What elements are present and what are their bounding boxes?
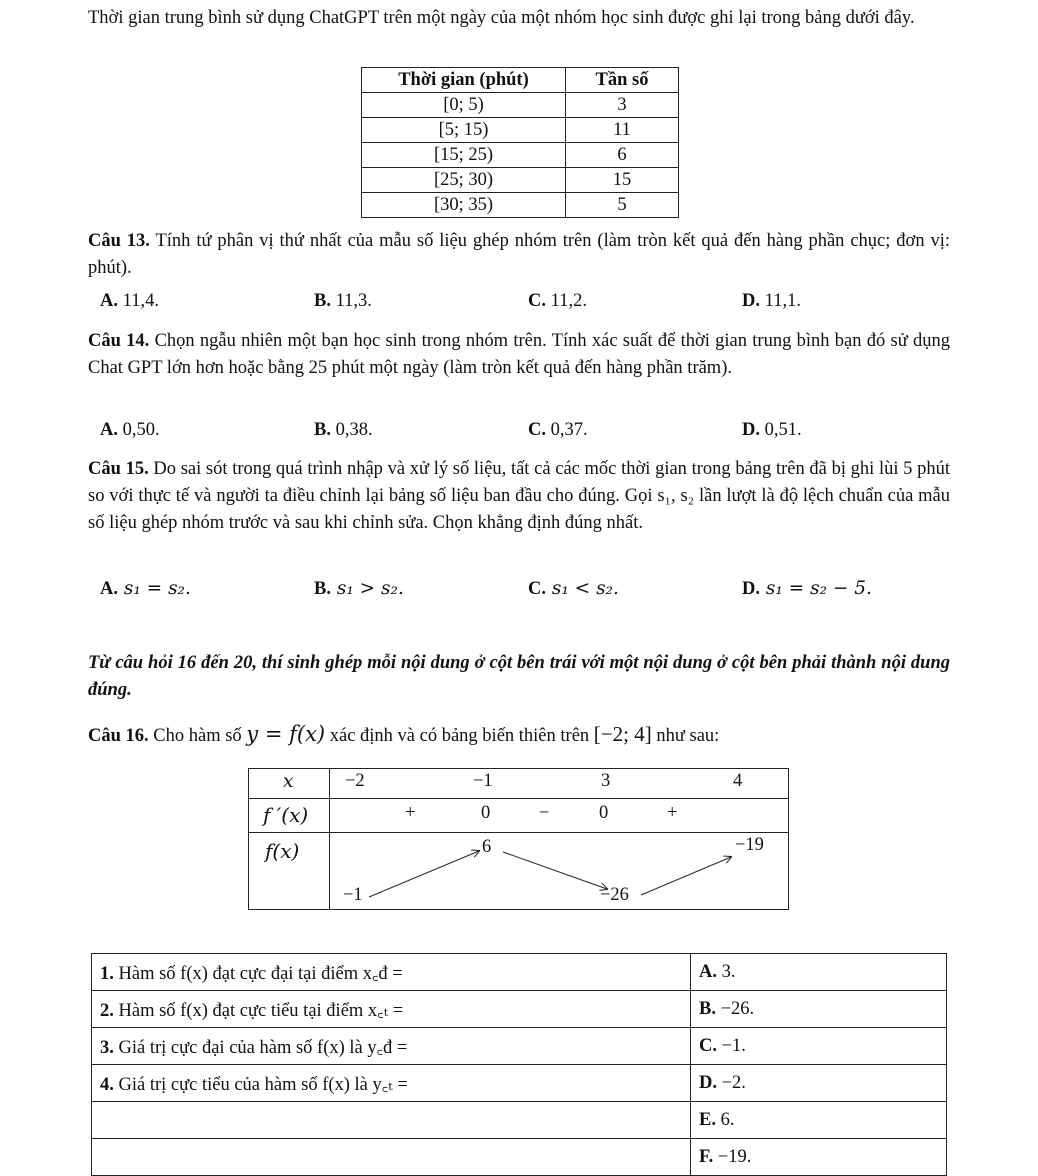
- option-key: B.: [314, 579, 331, 599]
- f-value-end: −19: [735, 835, 764, 855]
- freq-header-time: Thời gian (phút): [362, 68, 566, 93]
- option-key: C.: [528, 291, 546, 311]
- q14-option-d[interactable]: [742, 420, 802, 441]
- match-left-cell: [92, 1065, 691, 1102]
- option-key: B.: [314, 291, 331, 311]
- q14-option-a[interactable]: [100, 420, 160, 441]
- frequency-table: [361, 67, 679, 218]
- option-key: A.: [100, 420, 118, 440]
- match-left-cell: [92, 1102, 691, 1139]
- option-text: 0,37.: [550, 420, 588, 440]
- match-key: C.: [699, 1035, 717, 1056]
- q15-option-d[interactable]: [742, 578, 872, 600]
- match-left-cell: [92, 1028, 691, 1065]
- option-text: s₁ > s₂.: [336, 578, 404, 599]
- row-label-x: x: [283, 771, 294, 792]
- question-label: Câu 16.: [88, 726, 149, 746]
- option-text: s₁ = s₂.: [123, 578, 191, 599]
- freq-interval: [30; 35): [362, 193, 566, 218]
- x-value: −1: [473, 771, 493, 791]
- question-text-before: Cho hàm số: [153, 726, 242, 746]
- match-key: E.: [699, 1109, 716, 1130]
- match-right-cell: [691, 1139, 947, 1176]
- question-13: [88, 228, 950, 282]
- variation-table: [248, 768, 789, 910]
- table-row: [92, 1139, 947, 1176]
- question-text: Do sai sót trong quá trình nhập và xử lý số liệu, tất cả các mốc thời gian trong bảng trên đã bị ghi lùi 5 phút so với thực tế và người ta điều chỉnh lại bảng số liệu ban đầu cho đúng. Gọi s₁, s₂ lần lượt là độ lệch chuẩn của mẫu số liệu ghép nhóm trước và sau khi chỉnh sửa. Chọn khẳng định đúng nhất.: [88, 459, 951, 533]
- table-row: [362, 93, 679, 118]
- option-text: 0,51.: [764, 420, 802, 440]
- arrow-down: [503, 852, 607, 889]
- table-row: [92, 1102, 947, 1139]
- match-number: 2.: [100, 1000, 114, 1021]
- question-label: Câu 15.: [88, 459, 149, 479]
- match-left-text: Giá trị cực đại của hàm số f(x) là y꜀đ =: [118, 1037, 408, 1058]
- x-value: −2: [345, 771, 365, 791]
- option-text: 0,38.: [335, 420, 373, 440]
- freq-count: 5: [566, 193, 679, 218]
- table-row: [92, 1028, 947, 1065]
- match-right-cell: [691, 954, 947, 991]
- q14-option-c[interactable]: [528, 420, 588, 441]
- question-text: Chọn ngẫu nhiên một bạn học sinh trong nhóm trên. Tính xác suất để thời gian trung bình bạn đó sử dụng Chat GPT lớn hơn hoặc bằng 25 phút một ngày (làm tròn kết quả đến hàng phần trăm).: [88, 331, 950, 378]
- row-label-function: f(x): [265, 839, 300, 863]
- freq-interval: [5; 15): [362, 118, 566, 143]
- match-key: B.: [699, 998, 716, 1019]
- function-expression: y = f(x): [246, 722, 326, 746]
- q13-option-d[interactable]: [742, 291, 801, 312]
- table-row: [362, 118, 679, 143]
- sign-zero: 0: [481, 803, 491, 823]
- match-right-cell: [691, 1028, 947, 1065]
- q13-option-b[interactable]: [314, 291, 372, 312]
- match-left-text: Hàm số f(x) đạt cực đại tại điểm x꜀đ =: [118, 963, 403, 984]
- variation-arrows: [249, 769, 788, 909]
- freq-count: 11: [566, 118, 679, 143]
- option-key: C.: [528, 420, 546, 440]
- option-key: B.: [314, 420, 331, 440]
- q15-option-a[interactable]: [100, 578, 191, 600]
- freq-count: 15: [566, 168, 679, 193]
- x-value: 3: [601, 771, 611, 791]
- match-right-cell: [691, 991, 947, 1028]
- q15-option-c[interactable]: [528, 578, 619, 600]
- option-key: A.: [100, 579, 118, 599]
- option-key: D.: [742, 579, 760, 599]
- q15-option-b[interactable]: [314, 578, 404, 600]
- freq-interval: [25; 30): [362, 168, 566, 193]
- sign-minus: −: [539, 803, 550, 823]
- option-text: 0,50.: [122, 420, 160, 440]
- question-14: [88, 328, 950, 382]
- match-number: 4.: [100, 1074, 114, 1095]
- option-text: 11,4.: [122, 291, 159, 311]
- match-left-text: Giá trị cực tiểu của hàm số f(x) là y꜀ₜ =: [118, 1074, 408, 1095]
- question-label: Câu 14.: [88, 331, 150, 351]
- option-text: 11,3.: [335, 291, 372, 311]
- freq-count: 3: [566, 93, 679, 118]
- x-value: 4: [733, 771, 743, 791]
- q13-option-c[interactable]: [528, 291, 587, 312]
- match-right-text: 6.: [720, 1109, 735, 1130]
- table-row: [92, 991, 947, 1028]
- match-number: 1.: [100, 963, 114, 984]
- option-text: 11,1.: [764, 291, 801, 311]
- option-key: A.: [100, 291, 118, 311]
- freq-header-count: Tần số: [566, 68, 679, 93]
- f-value-min: −26: [600, 885, 629, 905]
- freq-interval: [15; 25): [362, 143, 566, 168]
- interval-expression: [−2; 4]: [593, 722, 652, 746]
- arrow-up-1: [369, 851, 479, 897]
- freq-interval: [0; 5): [362, 93, 566, 118]
- question-text-mid: xác định và có bảng biến thiên trên: [329, 726, 590, 746]
- option-key: C.: [528, 579, 546, 599]
- match-key: A.: [699, 961, 717, 982]
- option-key: D.: [742, 420, 760, 440]
- match-right-cell: [691, 1065, 947, 1102]
- sign-plus: +: [405, 803, 416, 823]
- match-left-text: Hàm số f(x) đạt cực tiểu tại điểm x꜀ₜ =: [118, 1000, 404, 1021]
- question-15: [88, 456, 950, 537]
- sign-zero: 0: [599, 803, 609, 823]
- match-key: F.: [699, 1146, 714, 1167]
- matching-table: [91, 953, 947, 1176]
- match-right-text: 3.: [721, 961, 736, 982]
- match-left-cell: [92, 1139, 691, 1176]
- arrow-up-2: [641, 857, 731, 895]
- option-key: D.: [742, 291, 760, 311]
- question-16: [88, 722, 719, 747]
- table-row: [362, 143, 679, 168]
- table-row: [362, 168, 679, 193]
- option-text: 11,2.: [550, 291, 587, 311]
- f-value-max: 6: [482, 837, 492, 857]
- option-text: s₁ < s₂.: [551, 578, 619, 599]
- table-row: [92, 954, 947, 991]
- freq-count: 6: [566, 143, 679, 168]
- match-left-cell: [92, 991, 691, 1028]
- table-row: [92, 1065, 947, 1102]
- table-row: [362, 193, 679, 218]
- match-right-text: −26.: [720, 998, 755, 1019]
- question-text-after: như sau:: [656, 726, 720, 746]
- match-right-cell: [691, 1102, 947, 1139]
- match-right-text: −1.: [721, 1035, 746, 1056]
- question-text: Tính tứ phân vị thứ nhất của mẫu số liệu ghép nhóm trên (làm tròn kết quả đến hàng phần chục; đơn vị: phút).: [88, 231, 950, 278]
- match-right-text: −2.: [721, 1072, 746, 1093]
- sign-plus: +: [667, 803, 678, 823]
- match-key: D.: [699, 1072, 717, 1093]
- intro-text: Thời gian trung bình sử dụng ChatGPT trên một ngày của một nhóm học sinh được ghi lại trong bảng dưới đây.: [88, 8, 915, 28]
- q14-option-b[interactable]: [314, 420, 373, 441]
- match-right-text: −19.: [717, 1146, 752, 1167]
- q13-option-a[interactable]: [100, 291, 159, 312]
- option-text: s₁ = s₂ − 5.: [765, 578, 872, 599]
- question-label: Câu 13.: [88, 231, 150, 251]
- row-label-derivative: f ′(x): [263, 803, 309, 827]
- match-left-cell: [92, 954, 691, 991]
- section-instruction: Từ câu hỏi 16 đến 20, thí sinh ghép mỗi nội dung ở cột bên trái với một nội dung ở cột bên phải thành nội dung đúng.: [88, 653, 950, 700]
- f-value-start: −1: [343, 885, 363, 905]
- match-number: 3.: [100, 1037, 114, 1058]
